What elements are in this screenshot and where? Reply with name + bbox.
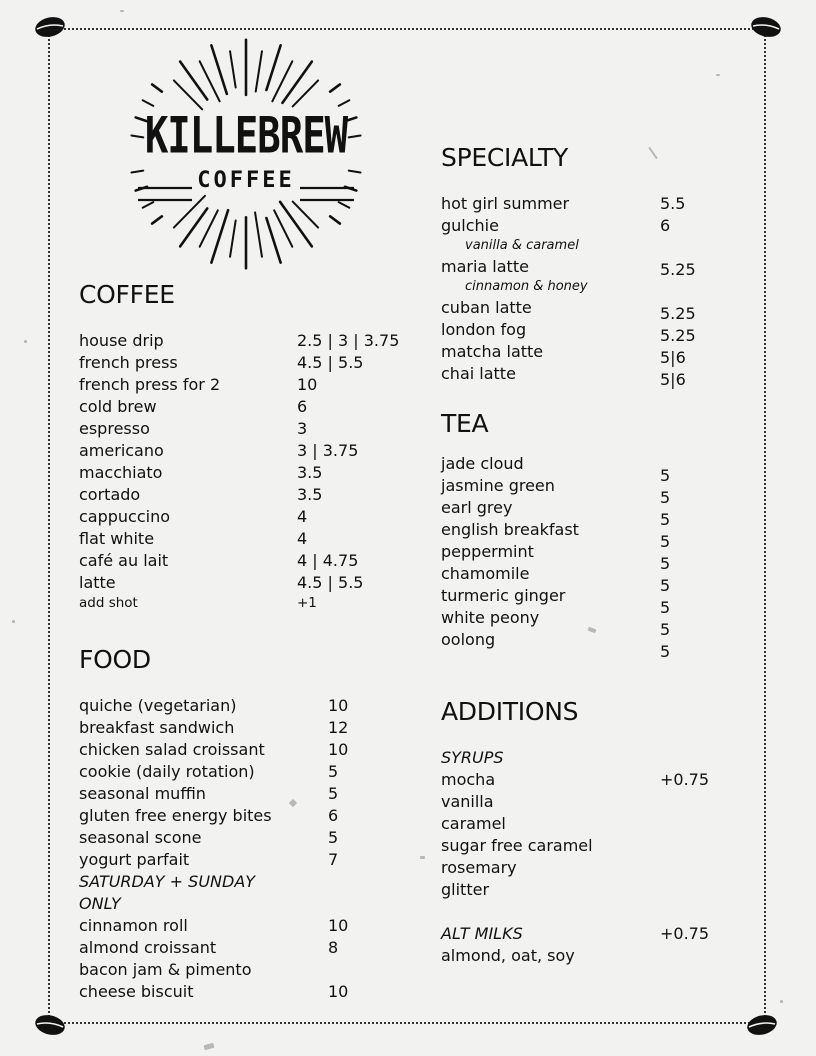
menu-item-name: white peony [441, 608, 540, 627]
menu-item-price: 5 [660, 532, 671, 551]
menu-item-price: 4.5 | 5.5 [297, 573, 364, 592]
menu-item-price: 6 [328, 806, 339, 825]
paper-speck [12, 620, 15, 623]
sunburst-ray [230, 51, 236, 87]
sunburst-ray [256, 51, 262, 91]
menu-item-name: earl grey [441, 498, 513, 517]
menu-item-price: 5.5 [660, 194, 686, 213]
coffee-bean-icon [746, 1014, 778, 1036]
menu-item-name: chicken salad croissant [79, 740, 265, 759]
coffee-bean-icon [34, 16, 66, 38]
menu-item-name: latte [79, 573, 116, 592]
menu-item-name: yogurt parfait [79, 850, 190, 869]
menu-item-price: 5 [328, 828, 339, 847]
menu-item-name: peppermint [441, 542, 534, 561]
menu-item-name: cookie (daily rotation) [79, 762, 255, 781]
menu-item-price: 5|6 [660, 370, 686, 389]
menu-item-price: 5 [660, 554, 671, 573]
alt-milks-label: ALT MILKS [441, 924, 523, 943]
menu-item-name: french press [79, 353, 178, 372]
menu-item-name: cuban latte [441, 298, 532, 317]
menu-item-price: 5.25 [660, 304, 696, 323]
menu-item-price: 5 [660, 466, 671, 485]
menu-item-price: 12 [328, 718, 349, 737]
food-heading: FOOD [79, 645, 151, 674]
syrups-label: SYRUPS [441, 748, 504, 767]
menu-item-price: 5 [660, 620, 671, 639]
menu-item-name: glitter [441, 880, 490, 899]
menu-item-price: 5 [328, 762, 339, 781]
menu-item-price: 5.25 [660, 326, 696, 345]
menu-item-name: matcha latte [441, 342, 544, 361]
sunburst-ray [143, 202, 154, 208]
additions-heading: ADDITIONS [441, 697, 579, 726]
menu-item-price: 8 [328, 938, 339, 957]
menu-item-price: 7 [328, 850, 339, 869]
menu-item-name: rosemary [441, 858, 517, 877]
menu-item-name: americano [79, 441, 164, 460]
menu-item-name: maria latte [441, 257, 529, 276]
alt-milks-list: almond, oat, soy [441, 946, 575, 965]
sunburst-ray [339, 100, 350, 106]
menu-item-name: macchiato [79, 463, 163, 482]
menu-item-name: seasonal scone [79, 828, 202, 847]
menu-item-price: 2.5 | 3 | 3.75 [297, 331, 400, 350]
menu-item-name: espresso [79, 419, 150, 438]
menu-item-price: +1 [297, 595, 317, 611]
menu-item-price: 5 [660, 576, 671, 595]
specialty-heading: SPECIALTY [441, 143, 568, 172]
menu-item-name: gluten free energy bites [79, 806, 272, 825]
menu-item-name: bacon jam & pimento [79, 960, 252, 979]
menu-item-price: 3.5 [297, 485, 323, 504]
paper-speck [780, 1000, 783, 1003]
sunburst-ray [330, 216, 340, 223]
menu-item-name: gulchie [441, 216, 499, 235]
menu-item-name: seasonal muffin [79, 784, 206, 803]
menu-item-price: 5.25 [660, 260, 696, 279]
sunburst-ray [266, 45, 280, 90]
sunburst-ray [266, 218, 280, 263]
menu-item-name: cappuccino [79, 507, 171, 526]
menu-item-price: 3.5 [297, 463, 323, 482]
menu-item-price: 4.5 | 5.5 [297, 353, 364, 372]
paper-speck [204, 1043, 215, 1050]
logo-subtitle: COFFEE [197, 168, 295, 193]
menu-item-name: jasmine green [441, 476, 555, 495]
paper-speck [24, 340, 27, 343]
menu-item-name: hot girl summer [441, 194, 570, 213]
menu-item-name: flat white [79, 529, 155, 548]
menu-item-price: 6 [297, 397, 308, 416]
menu-item-name: vanilla [441, 792, 494, 811]
menu-item-price: 10 [328, 696, 349, 715]
sunburst-ray [282, 62, 311, 103]
menu-item-price: 10 [328, 982, 349, 1001]
menu-item-price: 5 [328, 784, 339, 803]
weekend-label: SATURDAY + SUNDAY [79, 872, 256, 891]
menu-item-name: house drip [79, 331, 164, 350]
sunburst-ray [339, 202, 350, 208]
menu-item-name: sugar free caramel [441, 836, 593, 855]
menu-item-price: 5 [660, 642, 671, 661]
logo-wordmark: KILLEBREW [144, 107, 348, 166]
brand-logo [130, 38, 362, 274]
coffee-bean-icon [750, 16, 782, 38]
alt-milks-price: +0.75 [660, 924, 710, 943]
menu-item-name: mocha [441, 770, 496, 789]
menu-item-name: london fog [441, 320, 527, 339]
menu-item-price: 10 [328, 916, 349, 935]
menu-item-name: turmeric ginger [441, 586, 566, 605]
sunburst-ray [230, 220, 236, 256]
menu-item-name: jade cloud [441, 454, 524, 473]
sunburst-ray [152, 216, 162, 223]
sunburst-ray [152, 84, 162, 91]
sunburst-ray [330, 84, 340, 91]
menu-item-price: 3 [297, 419, 308, 438]
menu-item-name: french press for 2 [79, 375, 221, 394]
menu-item-note: vanilla & caramel [465, 238, 579, 253]
menu-item-price: 4 [297, 507, 308, 526]
menu-item-name: breakfast sandwich [79, 718, 235, 737]
menu-item-name: english breakfast [441, 520, 579, 539]
menu-item-name: chai latte [441, 364, 516, 383]
sunburst-ray [280, 202, 312, 247]
menu-item-price: 5 [660, 598, 671, 617]
menu-item-price: 5|6 [660, 348, 686, 367]
sunburst-ray [211, 45, 226, 94]
tea-heading: TEA [441, 409, 489, 438]
menu-item-name: quiche (vegetarian) [79, 696, 237, 715]
menu-item-name: cinnamon roll [79, 916, 188, 935]
menu-item-name: café au lait [79, 551, 169, 570]
menu-item-price: 4 | 4.75 [297, 551, 359, 570]
paper-speck [120, 10, 124, 12]
syrups-price: +0.75 [660, 770, 710, 789]
menu-item-name: almond croissant [79, 938, 217, 957]
menu-item-price: 5 [660, 488, 671, 507]
menu-item-price: 10 [328, 740, 349, 759]
menu-item-name: cortado [79, 485, 141, 504]
weekend-label: ONLY [79, 894, 121, 913]
sunburst-ray [255, 212, 262, 256]
menu-item-name: cold brew [79, 397, 157, 416]
menu-item-name: oolong [441, 630, 496, 649]
menu-item-name: chamomile [441, 564, 530, 583]
sunburst-ray [143, 100, 154, 106]
menu-item-price: 10 [297, 375, 318, 394]
menu-item-price: 4 [297, 529, 308, 548]
menu-item-name: caramel [441, 814, 506, 833]
coffee-heading: COFFEE [79, 280, 175, 309]
menu-item-name: cheese biscuit [79, 982, 194, 1001]
menu-item-name: add shot [79, 595, 138, 611]
menu-item-price: 3 | 3.75 [297, 441, 359, 460]
coffee-bean-icon [34, 1014, 66, 1036]
menu-item-price: 6 [660, 216, 671, 235]
menu-item-price: 5 [660, 510, 671, 529]
menu-item-note: cinnamon & honey [465, 279, 588, 294]
